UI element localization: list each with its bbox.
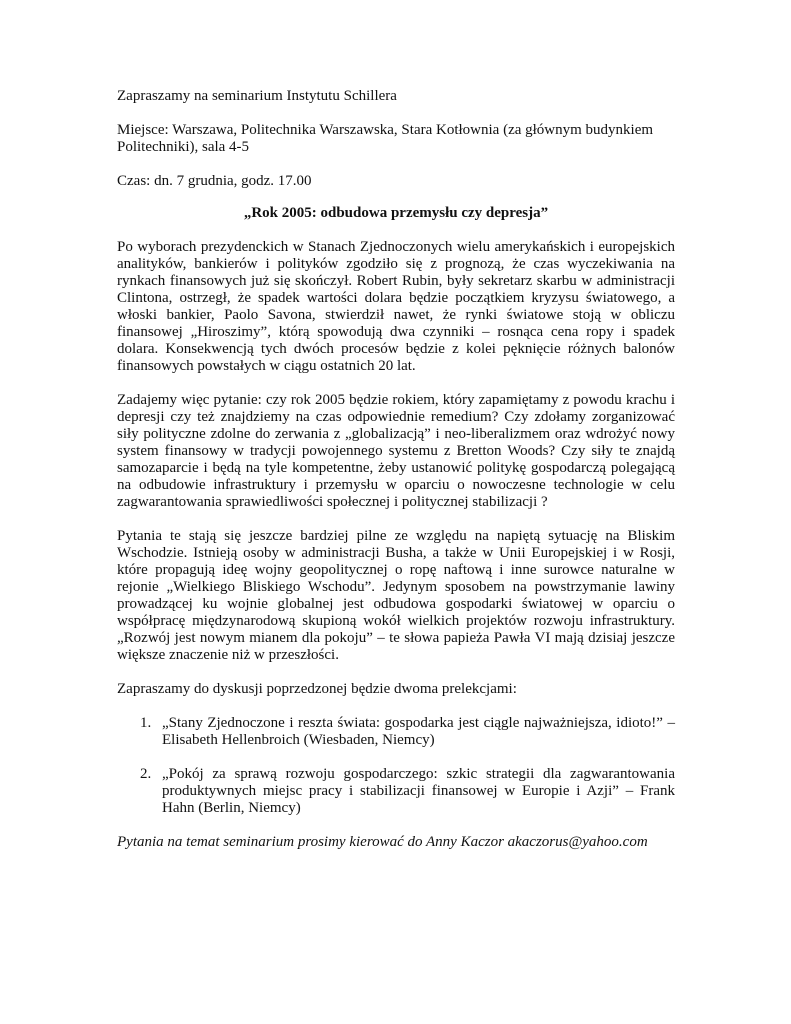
- lecture-list: [117, 715, 675, 817]
- list-item-number: 1.: [140, 715, 152, 731]
- list-item: [117, 766, 675, 817]
- location-line: Miejsce: Warszawa, Politechnika Warszawska, Stara Kotłownia (za głównym budynkiem Politechniki), sala 4-5: [117, 122, 654, 155]
- paragraph-middle-east: Pytania te stają się jeszcze bardziej pilne ze względu na napiętą sytuację na Bliskim Wschodzie. Istnieją osoby w administracji Busha, a także w Unii Europejskiej i w Rosji, które propagują ideę wojny geopolitycznej o ropę naftową i inne surowce naturalne w rejonie „Wielkiego Bliskiego Wschodu”. Jedynym sposobem na powstrzymanie lawiny prowadzącej ku wojnie globalnej jest odbudowa gospodarki światowej w oparciu o współpracę międzynarodową skupioną wokół wielkich projektów rozwoju infrastruktury. „Rozwój jest nowym mianem dla pokoju” – te słowa papieża Pawła VI mają dzisiaj jeszcze większe znaczenie niż w przeszłości.: [117, 528, 675, 663]
- time-line: Czas: dn. 7 grudnia, godz. 17.00: [117, 173, 312, 189]
- invitation-line: Zapraszamy na seminarium Instytutu Schillera: [117, 88, 397, 104]
- list-item-number: 2.: [140, 766, 152, 782]
- list-item: [117, 715, 675, 749]
- seminar-title: „Rok 2005: odbudowa przemysłu czy depresja”: [243, 205, 549, 221]
- paragraph-questions: Zadajemy więc pytanie: czy rok 2005 będzie rokiem, który zapamiętamy z powodu krachu i depresji czy też znajdziemy na czas odpowiednie remedium? Czy zdołamy zorganizować siły polityczne zdolne do zerwania z „globalizacją” i neo-liberalizmem oraz wdrożyć nowy system finansowy w tradycji powojennego systemu z Bretton Woods? Czy siły te znajdą samozaparcie i będą na tyle kompetentne, żeby ustanowić politykę gospodarczą polegającą na odbudowie infrastruktury i przemysłu w oparciu o nowoczesne technologie w celu zagwarantowania sprawiedliwości społecznej i politycznej stabilizacji ?: [117, 392, 675, 510]
- paragraph-intro: Po wyborach prezydenckich w Stanach Zjednoczonych wielu amerykańskich i europejskich analityków, bankierów i polityków zgodziło się z prognozą, że czas wyczekiwania na rynkach finansowych już się skończył. Robert Rubin, były sekretarz skarbu w administracji Clintona, ostrzegł, że spadek wartości dolara będzie początkiem kryzysu światowego, a włoski bankier, Paolo Savona, stwierdził nawet, że rynki światowe stoją w obliczu finansowej „Hiroszimy”, którą spowodują dwa czynniki – rosnąca cena ropy i spadek dolara. Konsekwencją tych dwóch procesów będzie z kolei pęknięcie różnych balonów finansowych powstałych w ciągu ostatnich 20 lat.: [117, 239, 675, 374]
- document-page: [117, 88, 675, 851]
- list-item-text: „Stany Zjednoczone i reszta świata: gospodarka jest ciągle najważniejsza, idioto!” – Elisabeth Hellenbroich (Wiesbaden, Niemcy): [162, 715, 675, 748]
- paragraph-invitation-discussion: Zapraszamy do dyskusji poprzedzonej będzie dwoma prelekcjami:: [117, 681, 517, 697]
- list-item-text: „Pokój za sprawą rozwoju gospodarczego: szkic strategii dla zagwarantowania produktywnych miejsc pracy i stabilizacji finansowej w Europie i Azji” – Frank Hahn (Berlin, Niemcy): [162, 766, 675, 816]
- contact-line: Pytania na temat seminarium prosimy kierować do Anny Kaczor akaczorus@yahoo.com: [117, 834, 648, 850]
